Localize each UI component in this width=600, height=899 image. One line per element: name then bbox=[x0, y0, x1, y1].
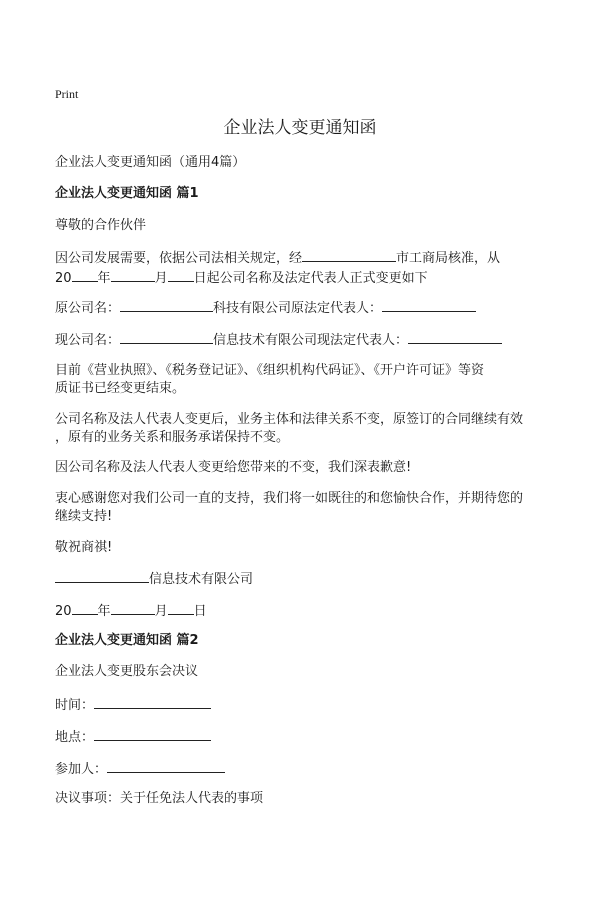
blank-field bbox=[120, 299, 213, 312]
blank-field bbox=[382, 299, 476, 312]
time-line: 时间： bbox=[55, 696, 211, 714]
paragraph-2-line-2: 质证书已经变更结束。 bbox=[55, 381, 186, 396]
greeting: 尊敬的合作伙伴 bbox=[55, 218, 147, 233]
new-company-line: 现公司名： 信息技术有限公司现法定代表人： bbox=[55, 331, 502, 349]
signature-date-line: 20 年 月 日 bbox=[55, 604, 207, 619]
signature-company-line: 信息技术有限公司 bbox=[55, 570, 253, 588]
blank-field bbox=[94, 696, 211, 709]
paragraph-3-line-2: ，原有的业务关系和服务承诺保持不变。 bbox=[55, 430, 290, 445]
paragraph-3-line-1: 公司名称及法人代表人变更后，业务主体和法律关系不变，原签订的合同继续有效 bbox=[55, 412, 524, 427]
document-title: 企业法人变更通知函 bbox=[223, 118, 377, 138]
blank-field bbox=[72, 602, 98, 615]
agenda-line: 决议事项：关于任免法人代表的事项 bbox=[55, 791, 264, 806]
blank-field bbox=[302, 249, 396, 262]
blank-field bbox=[55, 570, 149, 583]
paragraph-1-line-1: 因公司发展需要，依据公司法相关规定，经 市工商局核准，从 bbox=[55, 251, 501, 266]
blank-field bbox=[111, 602, 155, 615]
paragraph-4: 因公司名称及法人代表人变更给您带来的不变，我们深表歉意! bbox=[55, 460, 412, 475]
original-company-line: 原公司名： 科技有限公司原法定代表人： bbox=[55, 299, 476, 317]
blank-field bbox=[107, 760, 225, 773]
blank-field bbox=[72, 269, 98, 282]
blank-field bbox=[168, 269, 194, 282]
closing: 敬祝商祺! bbox=[55, 540, 113, 555]
blank-field bbox=[111, 269, 155, 282]
blank-field bbox=[94, 728, 211, 741]
paragraph-2-line-1: 目前《营业执照》、《税务登记证》、《组织机构代码证》、《开户许可证》等资 bbox=[55, 363, 485, 378]
paragraph-1-line-2: 20 年 月 日起公司名称及法定代表人正式变更如下 bbox=[55, 271, 428, 286]
place-line: 地点： bbox=[55, 728, 211, 746]
section-heading-2: 企业法人变更通知函 篇2 bbox=[55, 633, 199, 648]
blank-field bbox=[168, 602, 194, 615]
section-heading-1: 企业法人变更通知函 篇1 bbox=[55, 186, 199, 201]
paragraph-5-line-1: 衷心感谢您对我们公司一直的支持，我们将一如既往的和您愉快合作，并期待您的 bbox=[55, 491, 524, 506]
blank-field bbox=[120, 331, 213, 344]
resolution-title: 企业法人变更股东会决议 bbox=[55, 664, 199, 679]
blank-field bbox=[408, 331, 502, 344]
print-label: Print bbox=[55, 87, 79, 101]
paragraph-5-line-2: 继续支持! bbox=[55, 509, 113, 524]
attendees-line: 参加人： bbox=[55, 760, 225, 778]
document-subtitle: 企业法人变更通知函（通用4篇） bbox=[55, 155, 246, 170]
